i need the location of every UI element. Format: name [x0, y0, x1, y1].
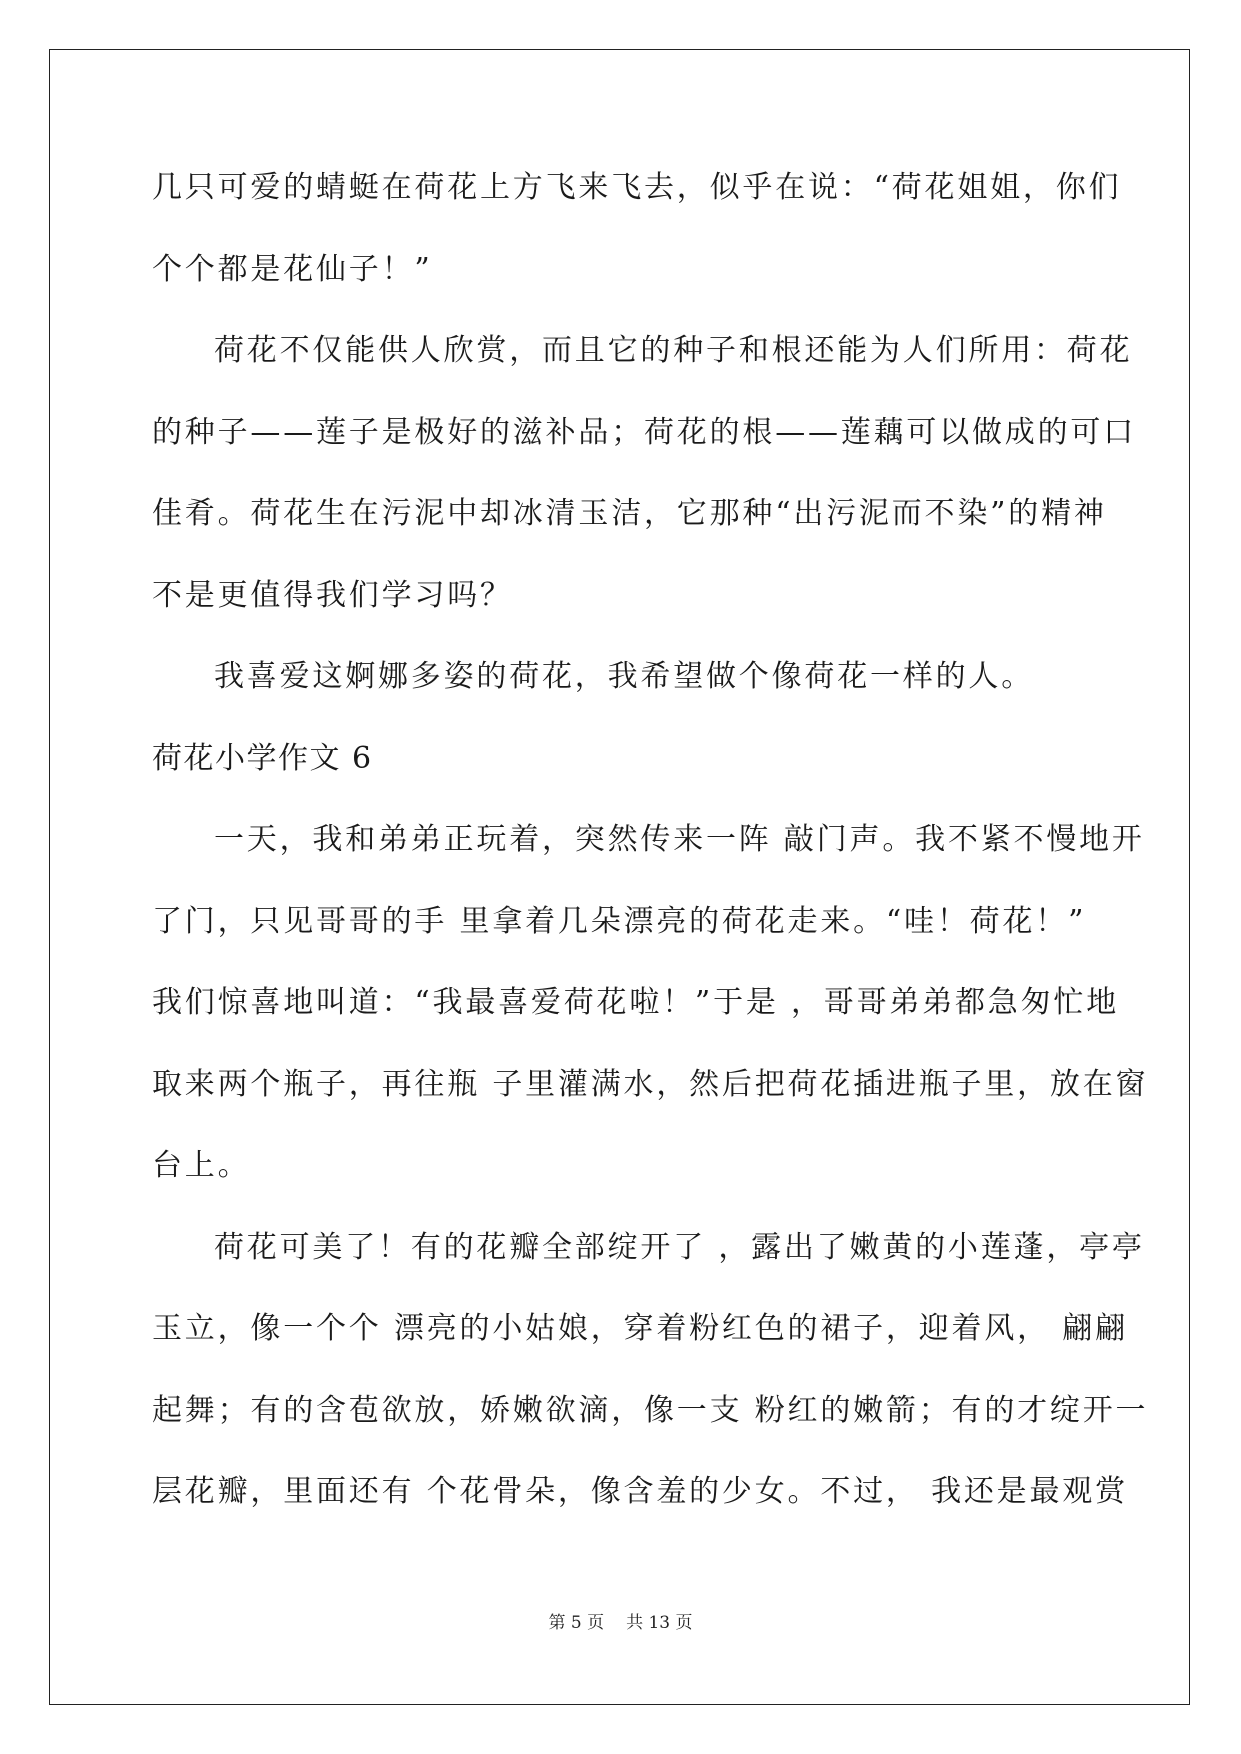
paragraph-start-line: 我喜爱这婀娜多姿的荷花，我希望做个像荷花一样的人。 [214, 659, 1034, 694]
text-line: 取来两个瓶子，再往瓶 子里灌满水，然后把荷花插进瓶子里，放在窗 [152, 1066, 1149, 1102]
section-heading: 荷花小学作文 6 [152, 740, 373, 776]
paragraph-start-line: 荷花可美了！有的花瓣全部绽开了 ，露出了嫩黄的小莲蓬，亭亭 [214, 1229, 1145, 1265]
paragraph-start-line: 荷花不仅能供人欣赏，而且它的种子和根还能为人们所用：荷花 [214, 333, 1133, 368]
text-line: 玉立，像一个个 漂亮的小姑娘，穿着粉红色的裙子，迎着风， 翩翩 [152, 1311, 1128, 1346]
page-number: 第 5 页 [548, 1613, 605, 1633]
text-line: 佳肴。荷花生在污泥中却冰清玉洁，它那种“出污泥而不染”的精神 [152, 496, 1107, 531]
text-line: 的种子——莲子是极好的滋补品；荷花的根——莲藕可以做成的可口 [152, 414, 1136, 450]
paragraph-start-line: 一天，我和弟弟正玩着，突然传来一阵 敲门声。我不紧不慢地开 [214, 822, 1145, 857]
text-line: 台上。 [152, 1148, 251, 1183]
page-total: 共 13 页 [626, 1613, 693, 1633]
text-line: 层花瓣，里面还有 个花骨朵，像含羞的少女。不过， 我还是最观赏 [152, 1474, 1128, 1509]
text-line: 不是更值得我们学习吗？ [152, 577, 513, 613]
text-line: 了门，只见哥哥的手 里拿着几朵漂亮的荷花走来。“哇！荷花！” [152, 903, 1087, 939]
document-body [152, 158, 1149, 1544]
page-footer [0, 1608, 1241, 1633]
text-line: 个个都是花仙子！” [152, 251, 433, 287]
text-line: 我们惊喜地叫道：“我最喜爱荷花啦！”于是 ，哥哥弟弟都急匆忙地 [152, 985, 1120, 1020]
text-line: 几只可爱的蜻蜓在荷花上方飞来飞去，似乎在说：“荷花姐姐，你们 [152, 170, 1122, 205]
text-line: 起舞；有的含苞欲放，娇嫩欲滴，像一支 粉红的嫩箭；有的才绽开一 [152, 1392, 1149, 1428]
